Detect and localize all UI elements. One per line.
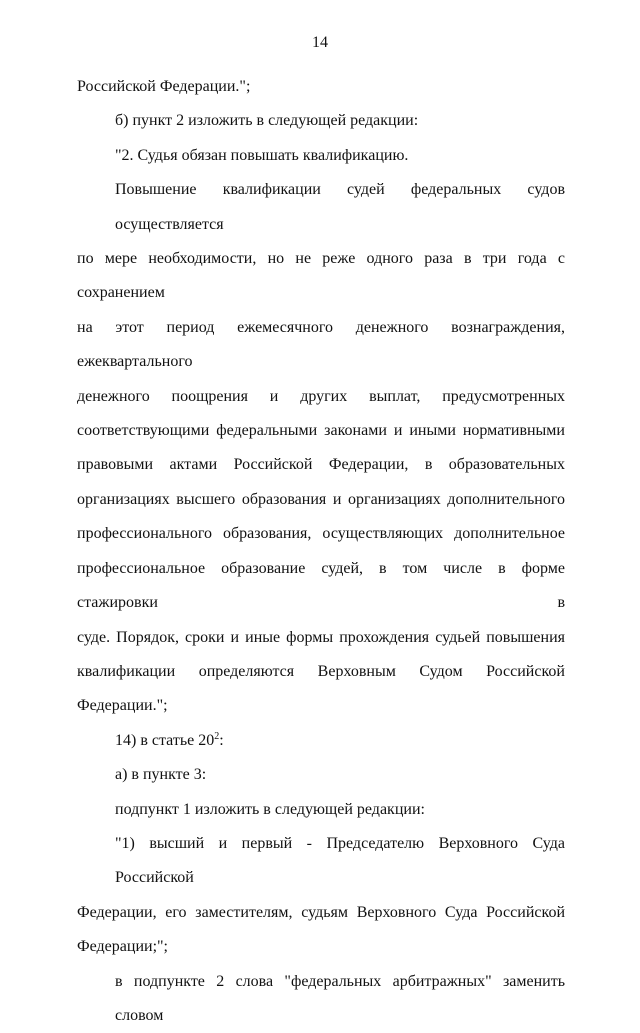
text-line: 14) в статье $20^2$: — [115, 730, 224, 749]
text-line: в подпункте 2 слова "федеральных арбитражных" заменить словом — [115, 972, 565, 1024]
text-line: правовыми актами Российской Федерации, в образовательных — [77, 456, 565, 474]
text-suffix: : — [219, 731, 224, 749]
paragraph — [77, 827, 565, 965]
text-line: денежного поощрения и других выплат, предусмотренных — [77, 387, 565, 405]
text-line: б) пункт 2 изложить в следующей редакции: — [115, 112, 419, 130]
paragraph — [77, 104, 565, 138]
paragraph — [77, 139, 565, 173]
paragraph — [77, 758, 565, 792]
paragraph — [77, 793, 565, 827]
text-line: организациях высшего образования и организациях дополнительного — [77, 490, 565, 508]
text-line: по мере необходимости, но не реже одного раза в три года с сохранением — [77, 250, 565, 302]
text-line: "1) высший и первый - Председателю Верховного Суда Российской — [115, 834, 565, 887]
text-line: профессионального образования, осуществляющих дополнительное — [77, 525, 565, 543]
text-line: подпункт 1 изложить в следующей редакции: — [115, 800, 425, 818]
document-body — [77, 70, 565, 1033]
paragraph — [77, 173, 565, 724]
text-line: на этот период ежемесячного денежного вознаграждения, ежеквартального — [77, 318, 565, 371]
superscript: 2 — [214, 730, 220, 742]
text-line: "2. Судья обязан повышать квалификацию. — [115, 146, 409, 164]
paragraph — [77, 724, 565, 758]
text-line: квалификации определяются Верховным Судом Российской Федерации."; — [77, 662, 565, 715]
text-line: Российской Федерации."; — [77, 78, 251, 95]
text-line: соответствующими федеральными законами и иными нормативными — [77, 422, 565, 440]
text-line: суде. Порядок, сроки и иные формы прохождения судьей повышения — [77, 628, 565, 646]
text-line: а) в пункте 3: — [115, 766, 207, 784]
paragraph — [77, 965, 565, 1033]
page-number: 14 — [312, 34, 328, 51]
text-line: профессиональное образование судей, в том числе в форме стажировки в — [77, 559, 565, 612]
text-line: Повышение квалификации судей федеральных судов осуществляется — [115, 181, 565, 233]
text-line: Федерации;"; — [77, 938, 168, 956]
text-line: Федерации, его заместителям, судьям Верховного Суда Российской — [77, 903, 565, 921]
paragraph — [77, 70, 565, 104]
